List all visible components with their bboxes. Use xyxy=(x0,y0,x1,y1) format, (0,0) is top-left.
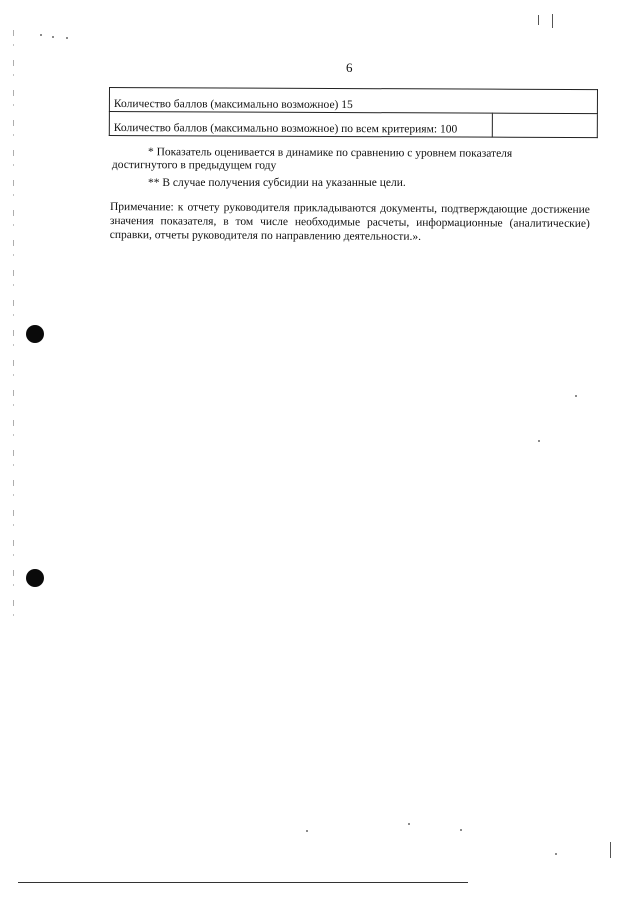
table-row xyxy=(109,112,597,138)
footnote-dynamics-line2: достигнутого в предыдущем году xyxy=(111,158,277,172)
table-cell-empty xyxy=(492,113,597,137)
footnote-dynamics-line1: * Показатель оценивается в динамике по сравнению с уровнем показателя xyxy=(147,146,513,160)
scan-speck xyxy=(460,829,462,831)
table-row xyxy=(109,88,597,114)
scan-speck xyxy=(408,823,410,825)
scan-speck xyxy=(52,36,54,38)
bottom-scan-line xyxy=(18,882,468,883)
scan-mark xyxy=(538,15,539,25)
scan-mark xyxy=(610,842,611,858)
scan-speck xyxy=(538,440,540,442)
table-cell-total-score: Количество баллов (максимально возможное) по всем критериям: 100 xyxy=(109,112,492,138)
score-table xyxy=(109,87,598,138)
footnote-subsidy: ** В случае получения субсидии на указанные цели. xyxy=(148,177,406,189)
punch-hole-top xyxy=(26,325,44,343)
scan-left-edge-artifact xyxy=(13,30,14,630)
note-paragraph: Примечание: к отчету руководителя прикладываются документы, подтверждающие достижение значения показателя, в том числе необходимые расчеты, информационные (аналитические) справки, отчеты руководителя по направлению деятельности.». xyxy=(109,200,590,243)
scan-speck xyxy=(575,395,577,397)
scan-mark xyxy=(552,14,553,28)
scan-speck xyxy=(40,34,42,36)
footnote-dynamics xyxy=(112,146,512,174)
scan-speck xyxy=(555,853,557,855)
punch-hole-bottom xyxy=(26,569,44,587)
scan-speck xyxy=(306,830,308,832)
page-number: 6 xyxy=(346,60,353,75)
table-cell-max-score: Количество баллов (максимально возможное) 15 xyxy=(109,88,597,114)
scan-speck xyxy=(66,37,68,39)
